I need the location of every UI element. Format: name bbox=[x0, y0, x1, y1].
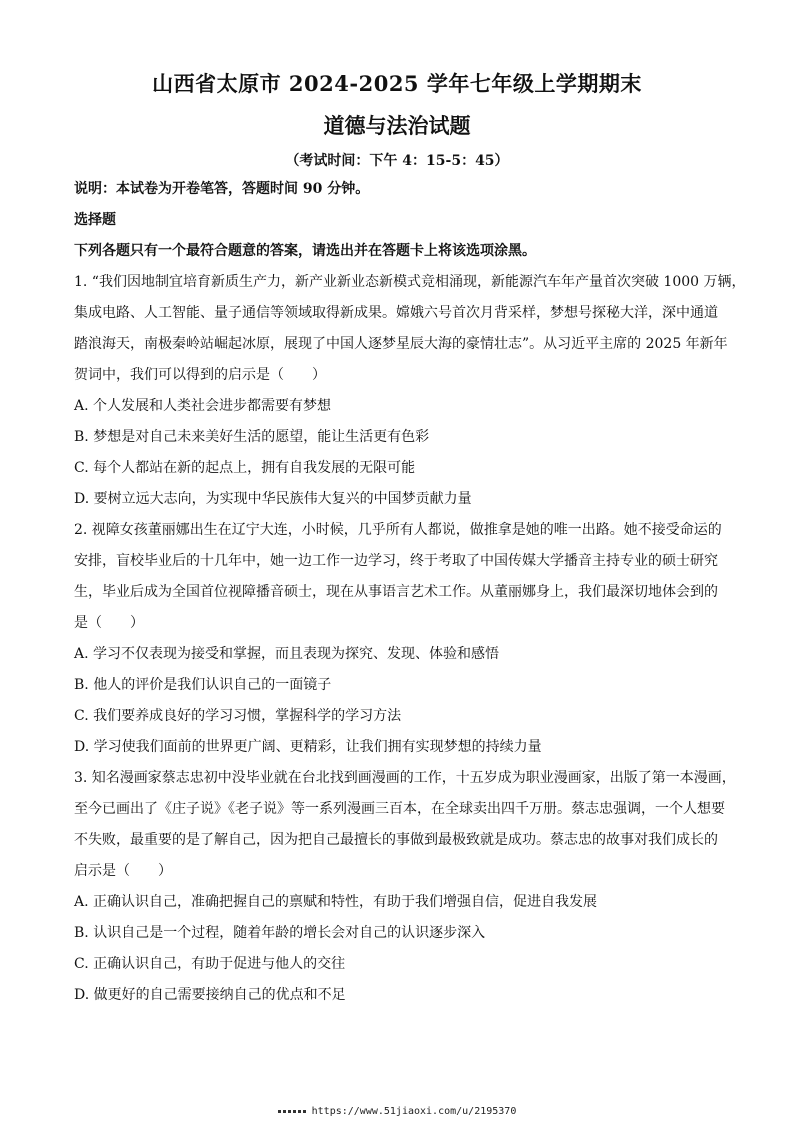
page-footer bbox=[0, 1106, 794, 1117]
option-b: B. 认识自己是一个过程，随着年龄的增长会对自己的认识逐步深入 bbox=[74, 925, 486, 941]
exam-title: 山西省太原市 2024-2025 学年七年级上学期期末 bbox=[152, 71, 642, 96]
question-line: 踏浪海天，南极秦岭站崛起冰原，展现了中国人逐梦星辰大海的豪情壮志”。从习近平主席的 2025 年新年 bbox=[74, 336, 728, 352]
option-a: A. 个人发展和人类社会进步都需要有梦想 bbox=[74, 398, 332, 414]
question-2 bbox=[74, 515, 724, 763]
option-b: B. 他人的评价是我们认识自己的一面镜子 bbox=[74, 677, 332, 693]
option-a: A. 正确认识自己，准确把握自己的禀赋和特性，有助于我们增强自信，促进自我发展 bbox=[74, 894, 598, 910]
option-d: D. 做更好的自己需要接纳自己的优点和不足 bbox=[74, 987, 346, 1003]
section-heading: 选择题 bbox=[74, 212, 116, 228]
question-line: 安排，盲校毕业后的十几年中，她一边工作一边学习，终于考取了中国传媒大学播音主持专业的硕士研究 bbox=[74, 553, 718, 569]
question-line: 1. “我们因地制宜培育新质生产力，新产业新业态新模式竞相涌现，新能源汽车年产量首次突破 1000 万辆， bbox=[74, 274, 746, 290]
question-line: 至今已画出了《庄子说》《老子说》等一系列漫画三百本，在全球卖出四千万册。蔡志忠强调，一个人想要 bbox=[74, 801, 725, 817]
option-c: C. 每个人都站在新的起点上，拥有自我发展的无限可能 bbox=[74, 460, 416, 476]
exam-body bbox=[74, 174, 746, 1011]
question-1 bbox=[74, 267, 746, 515]
question-line: 集成电路、人工智能、量子通信等领域取得新成果。嫦娥六号首次月背采样，梦想号探秘大洋，深中通道 bbox=[74, 305, 718, 321]
option-d: D. 要树立远大志向，为实现中华民族伟大复兴的中国梦贡献力量 bbox=[74, 491, 472, 507]
exam-time: （考试时间：下午 4：15-5：45） bbox=[285, 153, 509, 169]
footer-url-link[interactable]: https://www.51jiaoxi.com/u/2195370 bbox=[311, 1106, 517, 1117]
question-line: 贺词中，我们可以得到的启示是（ ） bbox=[74, 367, 326, 383]
option-a: A. 学习不仅表现为接受和掌握，而且表现为探究、发现、体验和感悟 bbox=[74, 646, 500, 662]
question-line: 启示是（ ） bbox=[74, 863, 172, 879]
exam-subject-title: 道德与法治试题 bbox=[323, 113, 471, 138]
option-c: C. 正确认识自己，有助于促进与他人的交往 bbox=[74, 956, 346, 972]
option-c: C. 我们要养成良好的学习习惯，掌握科学的学习方法 bbox=[74, 708, 402, 724]
option-b: B. 梦想是对自己未来美好生活的愿望，能让生活更有色彩 bbox=[74, 429, 430, 445]
question-line: 3. 知名漫画家蔡志忠初中没毕业就在台北找到画漫画的工作，十五岁成为职业漫画家，出版了第一本漫画， bbox=[74, 770, 736, 786]
option-d: D. 学习使我们面前的世界更广阔、更精彩，让我们拥有实现梦想的持续力量 bbox=[74, 739, 542, 755]
instruction-note: 说明：本试卷为开卷笔答，答题时间 90 分钟。 bbox=[74, 181, 370, 197]
section-directions: 下列各题只有一个最符合题意的答案，请选出并在答题卡上将该选项涂黑。 bbox=[74, 243, 536, 259]
question-3 bbox=[74, 763, 736, 1011]
question-line: 2. 视障女孩董丽娜出生在辽宁大连，小时候，几乎所有人都说，做推拿是她的唯一出路。她不接受命运的 bbox=[74, 522, 722, 538]
watermark-logo bbox=[278, 1110, 306, 1113]
question-line: 是（ ） bbox=[74, 615, 144, 631]
question-line: 不失败，最重要的是了解自己，因为把自己最擅长的事做到最极致就是成功。蔡志忠的故事对我们成长的 bbox=[74, 832, 718, 848]
question-line: 生，毕业后成为全国首位视障播音硕士，现在从事语言艺术工作。从董丽娜身上，我们最深切地体会到的 bbox=[74, 584, 718, 600]
